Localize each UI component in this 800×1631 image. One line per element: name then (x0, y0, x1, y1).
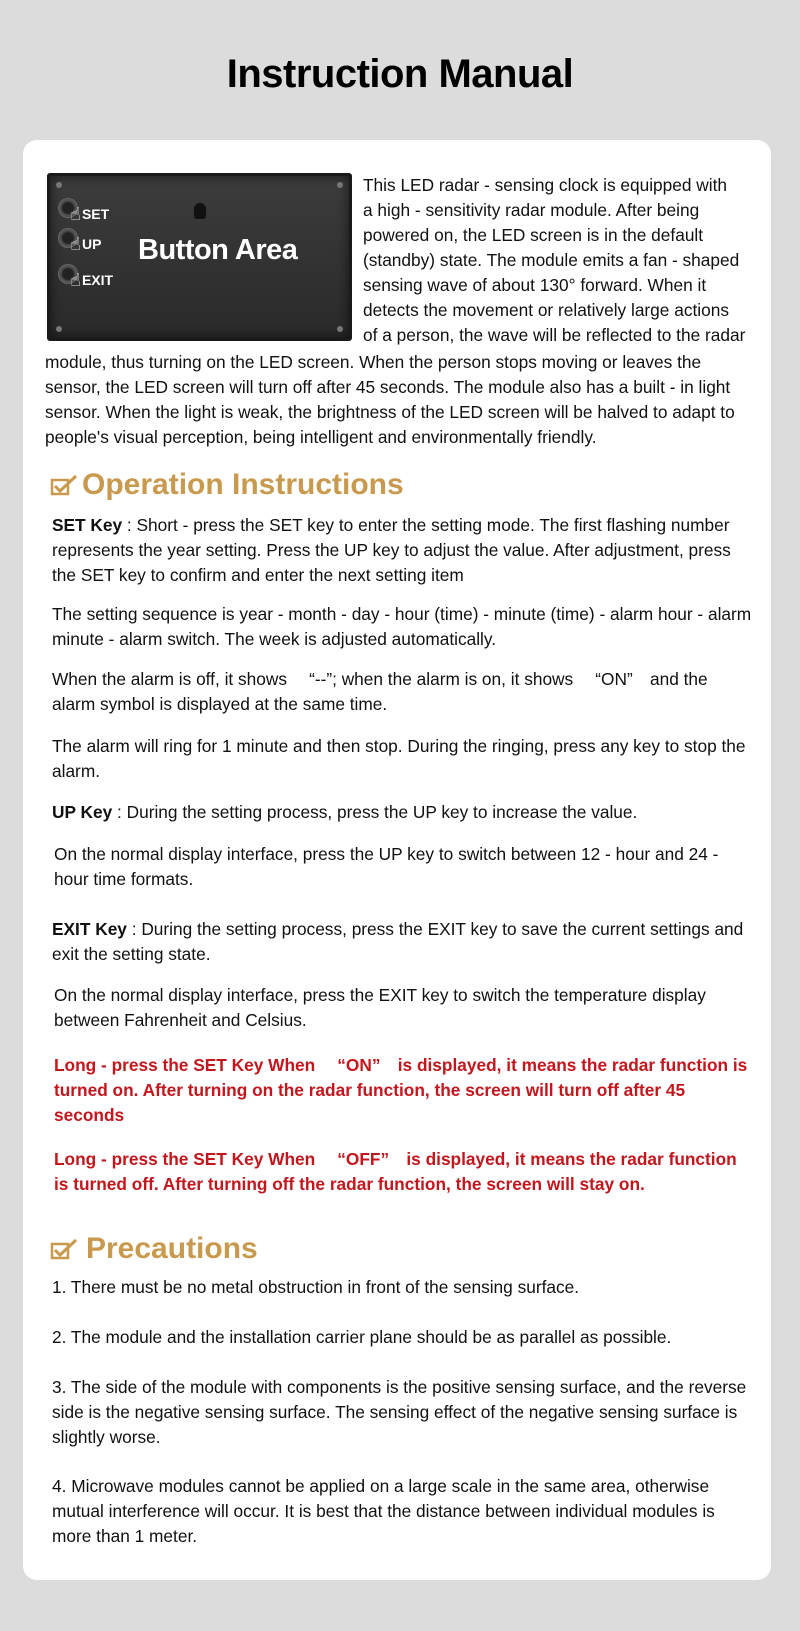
screw-icon (337, 326, 343, 332)
up-key-marker (58, 220, 101, 255)
checkbox-check-icon (50, 474, 78, 496)
alarm-display-paragraph: When the alarm is off, it shows “--”; when the alarm is on, it shows “ON” and the alarm symbol is displayed at the same time. (52, 669, 708, 714)
sequence-paragraph: The setting sequence is year - month - day - hour (time) - minute (time) - alarm hour - alarm minute - alarm switch. The week is adjusted automatically. (52, 604, 752, 649)
operation-heading-text: Operation Instructions (82, 468, 404, 501)
precaution-item: 2. The module and the installation carrier plane should be as parallel as possible. (52, 1327, 672, 1347)
alarm-ring-paragraph: The alarm will ring for 1 minute and then stop. During the ringing, press any key to stop the alarm. (52, 736, 746, 781)
button-area-label: Button Area (138, 234, 298, 266)
screw-icon (56, 182, 62, 188)
up-key-term: UP Key (52, 802, 113, 822)
checkbox-check-icon (50, 1238, 78, 1260)
intro-line: people's visual perception, being intelligent and environmentally friendly. (45, 427, 597, 447)
set-key-desc: : Short - press the SET key to enter the setting mode. The first flashing number represents the year setting. Press the UP key to adjust the value. After adjustment, press the SET key to confirm and enter the next setting item (52, 515, 731, 585)
pointing-hand-icon: ☝ (70, 234, 81, 254)
intro-line: sensing wave of about 130° forward. When it (363, 275, 707, 295)
intro-line: a high - sensitivity radar module. After being (363, 200, 700, 220)
intro-line: powered on, the LED screen is in the default (363, 225, 704, 245)
exit-key-term: EXIT Key (52, 919, 127, 939)
set-key-paragraph (52, 513, 752, 588)
wall-hook-icon (194, 203, 206, 219)
precaution-item: 4. Microwave modules cannot be applied on a large scale in the same area, otherwise mutual interference will occur. It is best that the distance between individual modules is more than 1 meter. (52, 1476, 715, 1546)
page-title: Instruction Manual (226, 52, 574, 96)
intro-line: sensor, the LED screen will turn off after 45 seconds. The module also has a built - in light (45, 377, 731, 397)
intro-line: of a person, the wave will be reflected to the radar (363, 325, 746, 345)
up-key-label: UP (81, 235, 102, 252)
exit-key-desc: : During the setting process, press the EXIT key to save the current settings and exit the setting state. (52, 919, 744, 964)
pointing-hand-icon: ☝ (70, 270, 81, 290)
intro-line: detects the movement or relatively large actions (363, 300, 729, 320)
precaution-item: 1. There must be no metal obstruction in front of the sensing surface. (52, 1277, 580, 1297)
set-key-label: SET (81, 205, 110, 222)
up-format-paragraph: On the normal display interface, press the UP key to switch between 12 - hour and 24 - hour time formats. (54, 844, 719, 889)
operation-heading (50, 468, 404, 502)
up-key-desc: : During the setting process, press the UP key to increase the value. (112, 802, 638, 822)
pointing-hand-icon: ☝ (70, 204, 81, 224)
intro-line: module, thus turning on the LED screen. When the person stops moving or leaves the (45, 352, 702, 372)
intro-line: sensor. When the light is weak, the brightness of the LED screen will be halved to adapt to (45, 402, 735, 422)
radar-on-warning: Long - press the SET Key When “ON” is displayed, it means the radar function is turned on. After turning on the radar function, the screen will turn off after 45 seconds (54, 1055, 748, 1125)
exit-key-paragraph (52, 917, 752, 967)
intro-line: This LED radar - sensing clock is equipped with (363, 175, 728, 195)
precaution-item: 3. The side of the module with components is the positive sensing surface, and the reverse side is the negative sensing surface. The sensing effect of the negative sensing surface is slightly worse. (52, 1377, 747, 1447)
radar-off-warning: Long - press the SET Key When “OFF” is displayed, it means the radar function is turned off. After turning off the radar function, the screen will stay on. (54, 1149, 737, 1194)
button-area-image (47, 173, 352, 341)
set-key-term: SET Key (52, 515, 123, 535)
intro-line: (standby) state. The module emits a fan - shaped (363, 250, 740, 270)
exit-temp-paragraph: On the normal display interface, press the EXIT key to switch the temperature display between Fahrenheit and Celsius. (54, 985, 706, 1030)
exit-key-marker (58, 256, 113, 291)
precautions-heading-text: Precautions (86, 1232, 258, 1265)
precautions-heading (50, 1232, 258, 1266)
exit-key-label: EXIT (81, 271, 114, 288)
up-key-paragraph (52, 800, 752, 825)
screw-icon (56, 326, 62, 332)
screw-icon (337, 182, 343, 188)
